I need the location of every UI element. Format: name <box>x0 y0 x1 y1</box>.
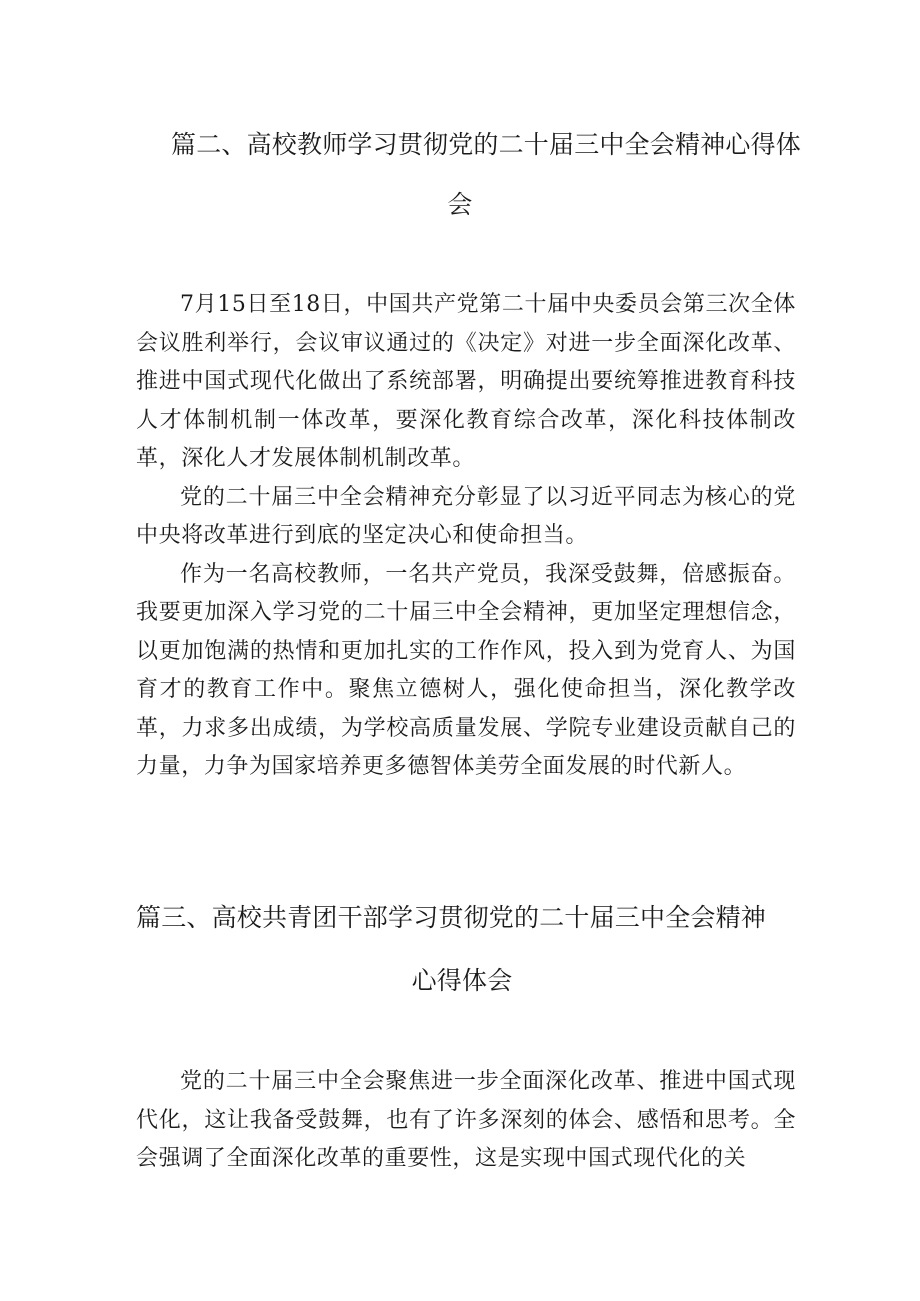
section3-heading-line2: 心得体会 <box>411 966 513 995</box>
section3-heading-line1: 篇三、高校共青团干部学习贯彻党的二十届三中全会精神 <box>136 903 767 932</box>
section2-paragraph-1: 7月15日至18日，中国共产党第二十届中央委员会第三次全体会议胜利举行，会议审议通过的《决定》对进一步全面深化改革、推进中国式现代化做出了系统部署，明确提出要统筹推进教育科技人才体制机制一体改革，要深化教育综合改革，深化科技体制改革，深化人才发展体制机制改革。 <box>136 292 796 471</box>
section3-body <box>136 1063 796 1179</box>
section3-paragraph-1: 党的二十届三中全会聚焦进一步全面深化改革、推进中国式现代化，这让我备受鼓舞，也有了许多深刻的体会、感悟和思考。全会强调了全面深化改革的重要性，这是实现中国式现代化的关 <box>136 1069 796 1171</box>
section2-heading-line1: 篇二、高校教师学习贯彻党的二十届三中全会精神心得体 <box>171 130 802 159</box>
section2-body <box>136 286 796 787</box>
section2-heading-line2: 会 <box>447 190 473 219</box>
section2-paragraph-2: 党的二十届三中全会精神充分彰显了以习近平同志为核心的党中央将改革进行到底的坚定决心和使命担当。 <box>136 484 796 548</box>
section2-paragraph-3: 作为一名高校教师，一名共产党员，我深受鼓舞，倍感振奋。我要更加深入学习党的二十届三中全会精神，更加坚定理想信念，以更加饱满的热情和更加扎实的工作作风，投入到为党育人、为国育才的教育工作中。聚焦立德树人，强化使命担当，深化教学改革，力求多出成绩，为学校高质量发展、学院专业建设贡献自己的力量，力争为国家培养更多德智体美劳全面发展的时代新人。 <box>136 561 796 779</box>
